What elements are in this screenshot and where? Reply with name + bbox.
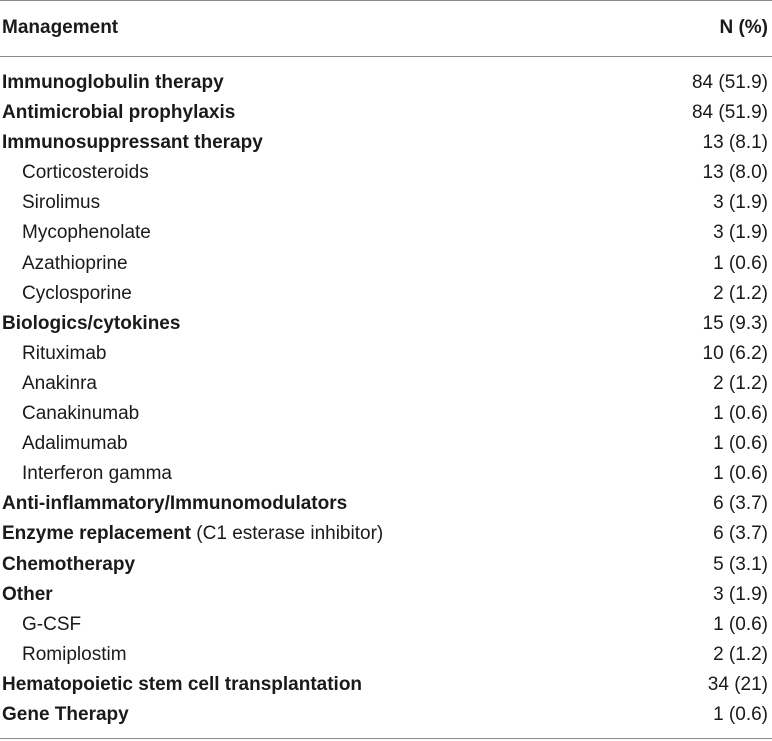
row-value: 1 (0.6) <box>713 433 768 455</box>
row-value: 2 (1.2) <box>713 372 768 394</box>
table-row <box>0 158 772 188</box>
table-header-rule <box>0 56 772 57</box>
header-management: Management <box>2 17 119 38</box>
row-label-text: Mycophenolate <box>22 222 151 244</box>
row-label <box>2 672 362 698</box>
row-value: 1 (0.6) <box>713 463 768 485</box>
table-row <box>0 670 772 700</box>
row-label <box>2 100 235 126</box>
row-label-text: Interferon gamma <box>22 463 172 485</box>
row-value: 13 (8.0) <box>702 162 768 184</box>
row-label <box>2 521 383 547</box>
row-label <box>2 582 53 608</box>
row-label-text: Azathioprine <box>22 252 128 274</box>
row-value: 3 (1.9) <box>713 583 768 605</box>
table-body <box>0 68 772 730</box>
table-header-row <box>0 0 772 56</box>
row-label <box>22 190 100 216</box>
table-row <box>0 700 772 730</box>
row-label <box>22 461 172 487</box>
row-label-text: Immunosuppressant therapy <box>2 132 263 154</box>
row-value: 34 (21) <box>707 673 768 695</box>
row-label <box>22 612 81 638</box>
row-label-text: Sirolimus <box>22 192 101 214</box>
row-value: 84 (51.9) <box>691 72 768 93</box>
table-row <box>0 580 772 610</box>
row-label-text: Hematopoietic stem cell transplantation <box>2 673 363 695</box>
table-row <box>0 218 772 248</box>
row-label <box>22 431 128 457</box>
table-row <box>0 188 772 218</box>
table-row <box>0 68 772 98</box>
row-value: 2 (1.2) <box>713 643 768 665</box>
row-label-text: Biologics/cytokines <box>2 312 181 334</box>
row-value: 2 (1.2) <box>713 282 768 304</box>
row-value: 1 (0.6) <box>713 613 768 635</box>
table-row <box>0 489 772 519</box>
row-label-text: Romiplostim <box>22 643 127 665</box>
table-row <box>0 98 772 128</box>
row-label-text: G-CSF <box>22 613 82 635</box>
row-label <box>2 491 347 517</box>
row-label <box>22 642 127 668</box>
row-label <box>22 281 132 307</box>
row-label-text: Antimicrobial prophylaxis <box>2 102 236 124</box>
table-row <box>0 459 772 489</box>
table-row <box>0 399 772 429</box>
row-label <box>2 70 224 96</box>
table-row <box>0 339 772 369</box>
row-value: 15 (9.3) <box>702 312 768 334</box>
table-row <box>0 429 772 459</box>
row-value: 1 (0.6) <box>713 252 768 274</box>
row-label-text: Corticosteroids <box>22 162 149 184</box>
row-value: 3 (1.9) <box>713 222 768 244</box>
row-value: 1 (0.6) <box>713 703 768 725</box>
table-row <box>0 519 772 549</box>
row-value: 3 (1.9) <box>713 192 768 214</box>
row-value: 1 (0.6) <box>713 403 768 425</box>
row-value: 13 (8.1) <box>702 132 768 154</box>
row-label-text: Enzyme replacement <box>2 523 192 545</box>
row-label <box>22 251 128 277</box>
table-row <box>0 249 772 279</box>
row-label <box>22 160 149 186</box>
table-row <box>0 610 772 640</box>
table-row <box>0 550 772 580</box>
row-label-text: Gene Therapy <box>2 703 129 725</box>
row-value: 10 (6.2) <box>702 342 768 364</box>
row-label-text: Anti-inflammatory/Immunomodulators <box>2 493 348 515</box>
row-label-note: (C1 esterase inhibitor) <box>191 523 384 545</box>
row-value: 5 (3.1) <box>713 553 768 575</box>
row-label <box>22 341 106 367</box>
row-label <box>2 311 180 337</box>
table-row <box>0 369 772 399</box>
row-value: 6 (3.7) <box>713 523 768 545</box>
row-value: 84 (51.9) <box>691 102 768 124</box>
row-label <box>22 401 139 427</box>
table-row <box>0 640 772 670</box>
table-bottom-rule <box>0 738 772 739</box>
row-value: 6 (3.7) <box>713 493 768 515</box>
row-label <box>2 702 129 728</box>
row-label-text: Cyclosporine <box>22 282 132 304</box>
row-label <box>2 130 263 156</box>
table-row <box>0 128 772 158</box>
row-label-text: Immunoglobulin therapy <box>2 72 224 93</box>
row-label-text: Anakinra <box>22 372 97 394</box>
row-label <box>2 552 135 578</box>
row-label-text: Canakinumab <box>22 403 140 425</box>
table-row <box>0 279 772 309</box>
header-n-percent: N (%) <box>719 17 768 38</box>
table-row <box>0 309 772 339</box>
row-label-text: Other <box>2 583 53 605</box>
row-label <box>22 371 97 397</box>
row-label-text: Adalimumab <box>22 433 128 455</box>
row-label <box>22 220 151 246</box>
row-label-text: Chemotherapy <box>2 553 136 575</box>
row-label-text: Rituximab <box>22 342 107 364</box>
